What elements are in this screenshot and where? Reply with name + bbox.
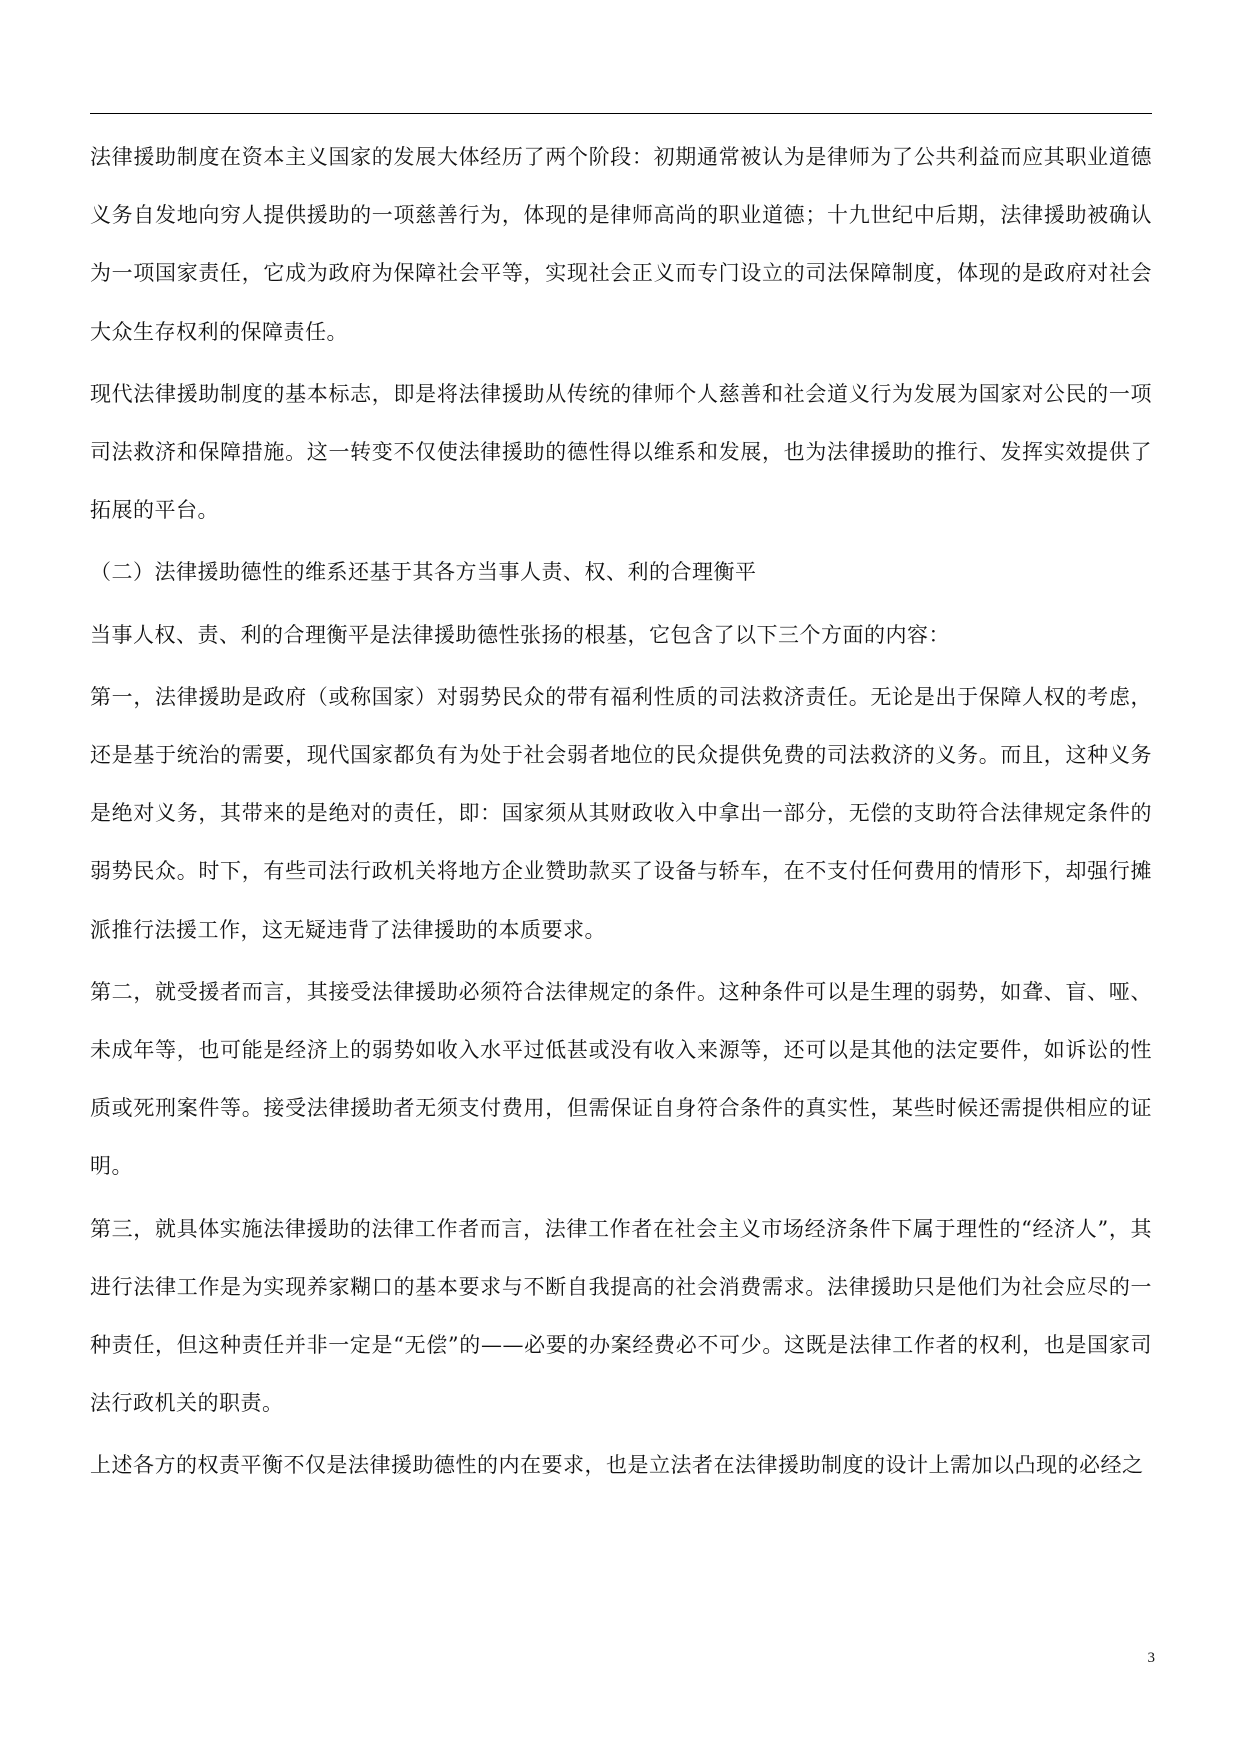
header-rule <box>90 113 1152 114</box>
section-heading: （二）法律援助德性的维系还基于其各方当事人责、权、利的合理衡平 <box>90 560 757 585</box>
paragraph-third-point: 第三，就具体实施法律援助的法律工作者而言，法律工作者在社会主义市场经济条件下属于理性的“经济人”，其进行法律工作是为实现养家糊口的基本要求与不断自我提高的社会消费需求。法律援助只是他们为社会应尽的一种责任，但这种责任并非一定是“无偿”的——必要的办案经费必不可少。这既是法律工作者的权利，也是国家司法行政机关的职责。 <box>90 1216 1152 1416</box>
paragraph-conclusion: 上述各方的权责平衡不仅是法律援助德性的内在要求，也是立法者在法律援助制度的设计上需加以凸现的必经之 <box>90 1453 1144 1478</box>
page-number: 3 <box>1147 1650 1155 1666</box>
paragraph-legal-aid-history: 法律援助制度在资本主义国家的发展大体经历了两个阶段：初期通常被认为是律师为了公共利益而应其职业道德义务自发地向穷人提供援助的一项慈善行为，体现的是律师高尚的职业道德；十九世纪中后期，法律援助被确认为一项国家责任，它成为政府为保障社会平等，实现社会正义而专门设立的司法保障制度，体现的是政府对社会大众生存权利的保障责任。 <box>90 145 1152 344</box>
paragraph-first-point: 第一，法律援助是政府（或称国家）对弱势民众的带有福利性质的司法救济责任。无论是出于保障人权的考虑，还是基于统治的需要，现代国家都负有为处于社会弱者地位的民众提供免费的司法救济的义务。而且，这种义务是绝对义务，其带来的是绝对的责任，即：国家须从其财政收入中拿出一部分，无偿的支助符合法律规定条件的弱势民众。时下，有些司法行政机关将地方企业赞助款买了设备与轿车，在不支付任何费用的情形下，却强行摊派推行法援工作，这无疑违背了法律援助的本质要求。 <box>90 684 1152 942</box>
document-body <box>90 128 1152 1499</box>
paragraph-modern-legal-aid: 现代法律援助制度的基本标志，即是将法律援助从传统的律师个人慈善和社会道义行为发展为国家对公民的一项司法救济和保障措施。这一转变不仅使法律援助的德性得以维系和发展，也为法律援助的推行、发挥实效提供了拓展的平台。 <box>90 381 1152 523</box>
paragraph-second-point: 第二，就受援者而言，其接受法律援助必须符合法律规定的条件。这种条件可以是生理的弱势，如聋、盲、哑、未成年等，也可能是经济上的弱势如收入水平过低甚或没有收入来源等，还可以是其他的法定要件，如诉讼的性质或死刑案件等。接受法律援助者无须支付费用，但需保证自身符合条件的真实性，某些时候还需提供相应的证明。 <box>90 979 1152 1179</box>
paragraph-balance-intro: 当事人权、责、利的合理衡平是法律援助德性张扬的根基，它包含了以下三个方面的内容： <box>90 622 950 647</box>
